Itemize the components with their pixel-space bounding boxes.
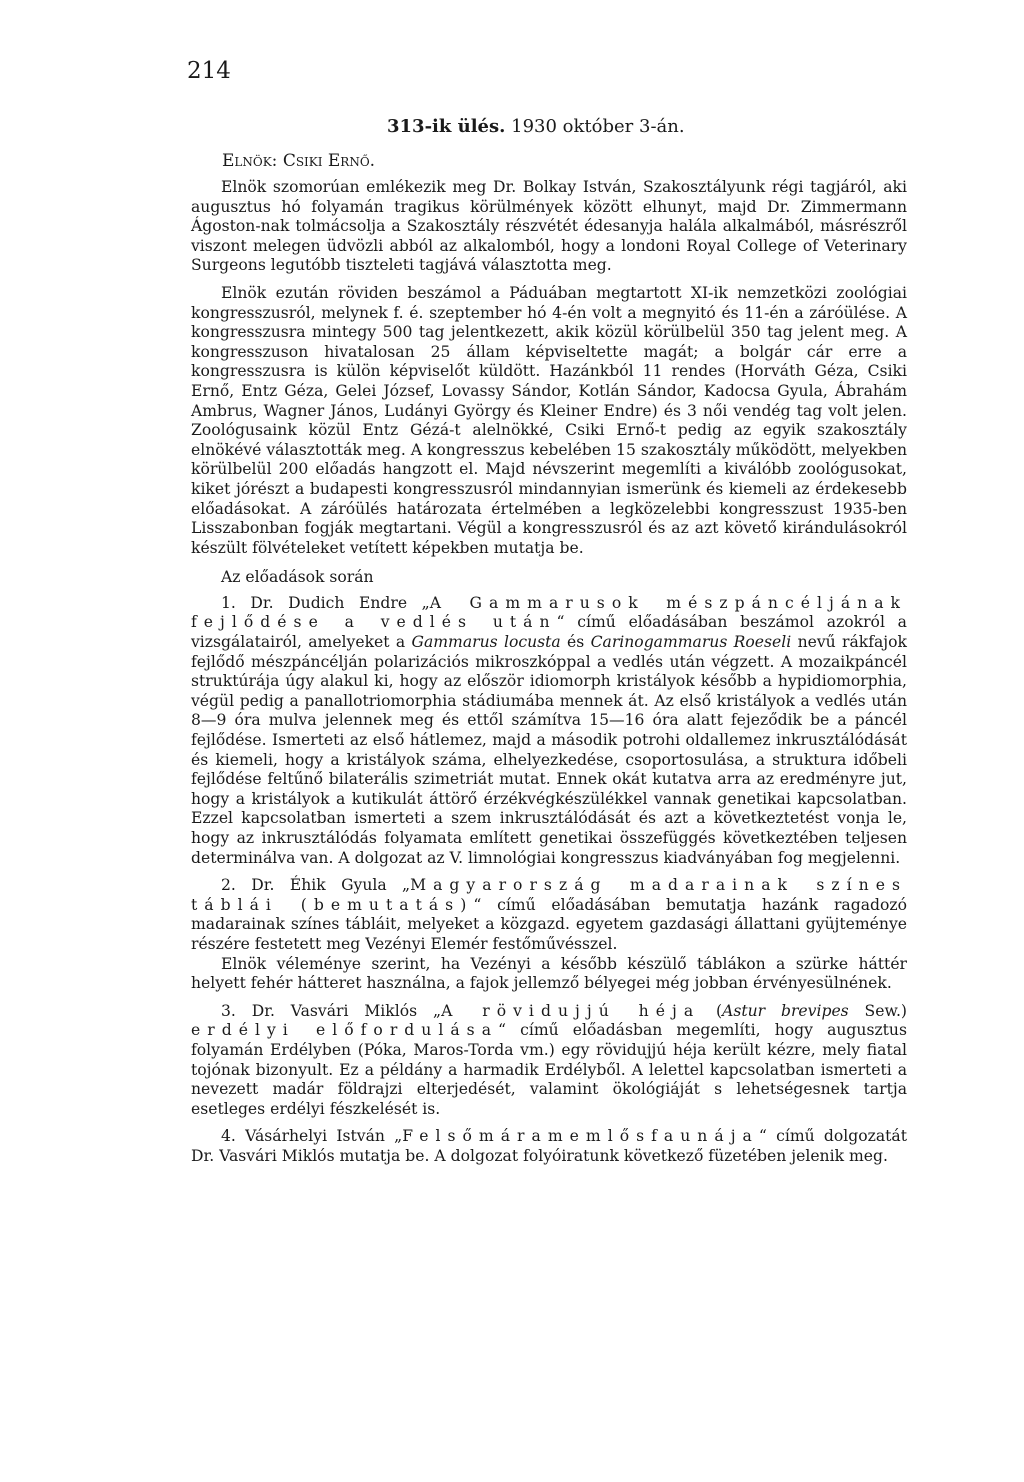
lectures-intro: Az előadások során — [221, 568, 374, 587]
species-astur: Astur brevipes — [722, 1001, 849, 1020]
lecture-4-author: 4. Vásárhelyi István „ — [221, 1127, 403, 1146]
session-heading — [387, 116, 685, 137]
lecture-2-title: Magyarország madarainak színes táblái (bemutatás) — [191, 876, 907, 914]
lecture-3-title: A rövidujjú héja — [441, 1001, 701, 1020]
lecture-3-authority: Sew.) — [848, 1001, 907, 1020]
lecture-2 — [191, 876, 907, 954]
session-date: 1930 október 3-án. — [511, 116, 685, 137]
minutes-body — [191, 178, 907, 1175]
lecture-4-text: “ című dolgozatát Dr. Vasvári Miklós mutatja be. A dolgozat folyóiratunk következő füzetében jelenik meg. — [191, 1127, 907, 1165]
species-carinogammarus: Carinogammarus Roeseli — [590, 633, 792, 652]
lecture-3-author: 3. Dr. Vasvári Miklós „ — [221, 1001, 442, 1020]
species-gammarus: Gammarus locusta — [411, 633, 561, 652]
page-number: 214 — [187, 58, 231, 84]
lecture-1-title: A Gammarusok mészpáncéljának fejlődése a vedlés után — [191, 593, 907, 632]
session-number: 313-ik ülés. — [387, 116, 506, 137]
lecture-3-text: “ című előadásban megemlíti, hogy augusztus folyamán Erdélyben (Póka, Maros-Torda vm.) egy rövidujjú héja került kézre, mely fiatal tojónak bizonyult. Ez a példány a harmadik Erdélyből. A lelettel kapcsolatban ismerteti a nevezett madár földrajzi elterjedését, valamint ökológiáját s lehetségesnek tartja esetleges erdélyi fészkelését is. — [191, 1021, 907, 1118]
lecture-1-author: 1. Dr. Dudich Endre „ — [221, 593, 430, 612]
lecture-4-title: Felsőmáramemlősfaunája — [402, 1127, 759, 1146]
paragraph-congress-report: Elnök ezután röviden beszámol a Páduában megtartott XI-ik nemzetközi zoológiai kongresszusról, melynek f. é. szeptember hó 4-én volt a megnyitó és 11-én a záróülése. A kongresszusra mintegy 500 tag jelentkezett, akik közül körülbelül 350 tag jelent meg. A kongresszuson hivatalosan 25 állam képviseltette magát; a bolgár cár erre a kongresszusra is külön képviselőt küldött. Hazánkból 11 rendes (Horváth Géza, Csiki Ernő, Entz Géza, Gelei József, Lovassy Sándor, Kotlán Sándor, Kadocsa Gyula, Ábrahám Ambrus, Wagner János, Ludányi György és Kleiner Endre) és 3 női vendég tag volt jelen. Zoológusaink közül Entz Gézá-t alelnökké, Csiki Ernő-t pedig az egyik szakosztály elnökévé választották meg. A kongresszus kebelében 15 szakosztály működött, melyekben körülbelül 200 előadás hangzott el. Majd névszerint megemlíti a kiválóbb zoológusokat, kiket jórészt a budapesti kongresszusról mindannyian ismerünk és kiemeli az érdekesebb előadásokat. A záróülés határozata értelmében a legközelebbi kongresszust 1935-ben Lisszabonban fogják megtartani. Végül a kongresszusról és az azt követő kirándulásokról készült fölvételeket vetített képekben mutatja be. — [191, 283, 907, 557]
lecture-3-title-b: erdélyi előfordulása — [191, 1021, 499, 1040]
lecture-3 — [191, 1002, 907, 1120]
lecture-1-text-b: és — [560, 633, 591, 652]
lecture-2-text: “ című előadásában bemutatja hazánk ragadozó madarainak színes tábláit, melyeket a közgazd. egyetem gazdasági állattani gyüjteménye részére festetett meg Vezényi Elemér festőművésszel. — [191, 895, 907, 953]
lecture-3-paren: ( — [700, 1001, 723, 1020]
lecture-1-text-c: nevű rákfajok fejlődő mészpáncélján polarizációs mikroszkóppal a vedlés után végzett. A mozaikpáncél struktúrája úgy alakul ki, hogy az először idiomorph kristályok később a hypidiomorphia, végül pedig a panallotriomorphia stádiumába mennek át. Az első kristályok a vedlés után 8—9 óra mulva jelennek meg és ettől számítva 15—16 óra alatt fejeződik be a páncél fejlődése. Ismerteti az első hátlemez, majd a második potrohi oldallemez inkrusztálódását és kiemeli, hogy a kristályok száma, elhelyezkedése, csoportosulása, a struktura időbeli fejlődése feltűnő bilaterális szimetriát mutat. Ennek okát kutatva arra az eredményre jut, hogy a kristályok a kutikulát áttörő érzékvégkészülékkel vannak genetikai kapcsolatban. Ezzel kapcsolatban ismerteti a szem inkrusztálódását és azt a következtetést vonja le, hogy az inkrusztálódás folyamata említett genetikai összefüggés következtében teljesen determinálva van. A dolgozat az V. limnológiai kongresszus kiadványában fog megjelenni. — [191, 633, 907, 867]
chairman-line: Elnök: Csiki Ernő. — [222, 151, 376, 171]
lecture-1-text-a: “ című előadásában beszámol azokról a vizsgálatairól, amelyeket a — [191, 613, 907, 652]
lecture-1 — [191, 594, 907, 868]
chair-remark: Elnök véleménye szerint, ha Vezényi a később készülő táblákon a szürke háttér helyett fehér hátteret használna, a fajok jellemző bélyegei még jobban érvényesülnének. — [191, 954, 907, 993]
paragraph-memorial: Elnök szomorúan emlékezik meg Dr. Bolkay István, Szakosztályunk régi tagjáról, aki augusztus hó folyamán tragikus körülmények között elhunyt, majd Dr. Zimmermann Ágoston-nak tolmácsolja a Szakosztály részvétét édesanyja halála alkalmából, másrészről viszont melegen üdvözli abból az alkalomból, hogy a londoni Royal College of Veterinary Surgeons legutóbb tiszteleti tagjává választotta meg. — [191, 178, 907, 275]
lecture-2-author: 2. Dr. Éhik Gyula „ — [221, 876, 411, 895]
lecture-4 — [191, 1127, 907, 1166]
